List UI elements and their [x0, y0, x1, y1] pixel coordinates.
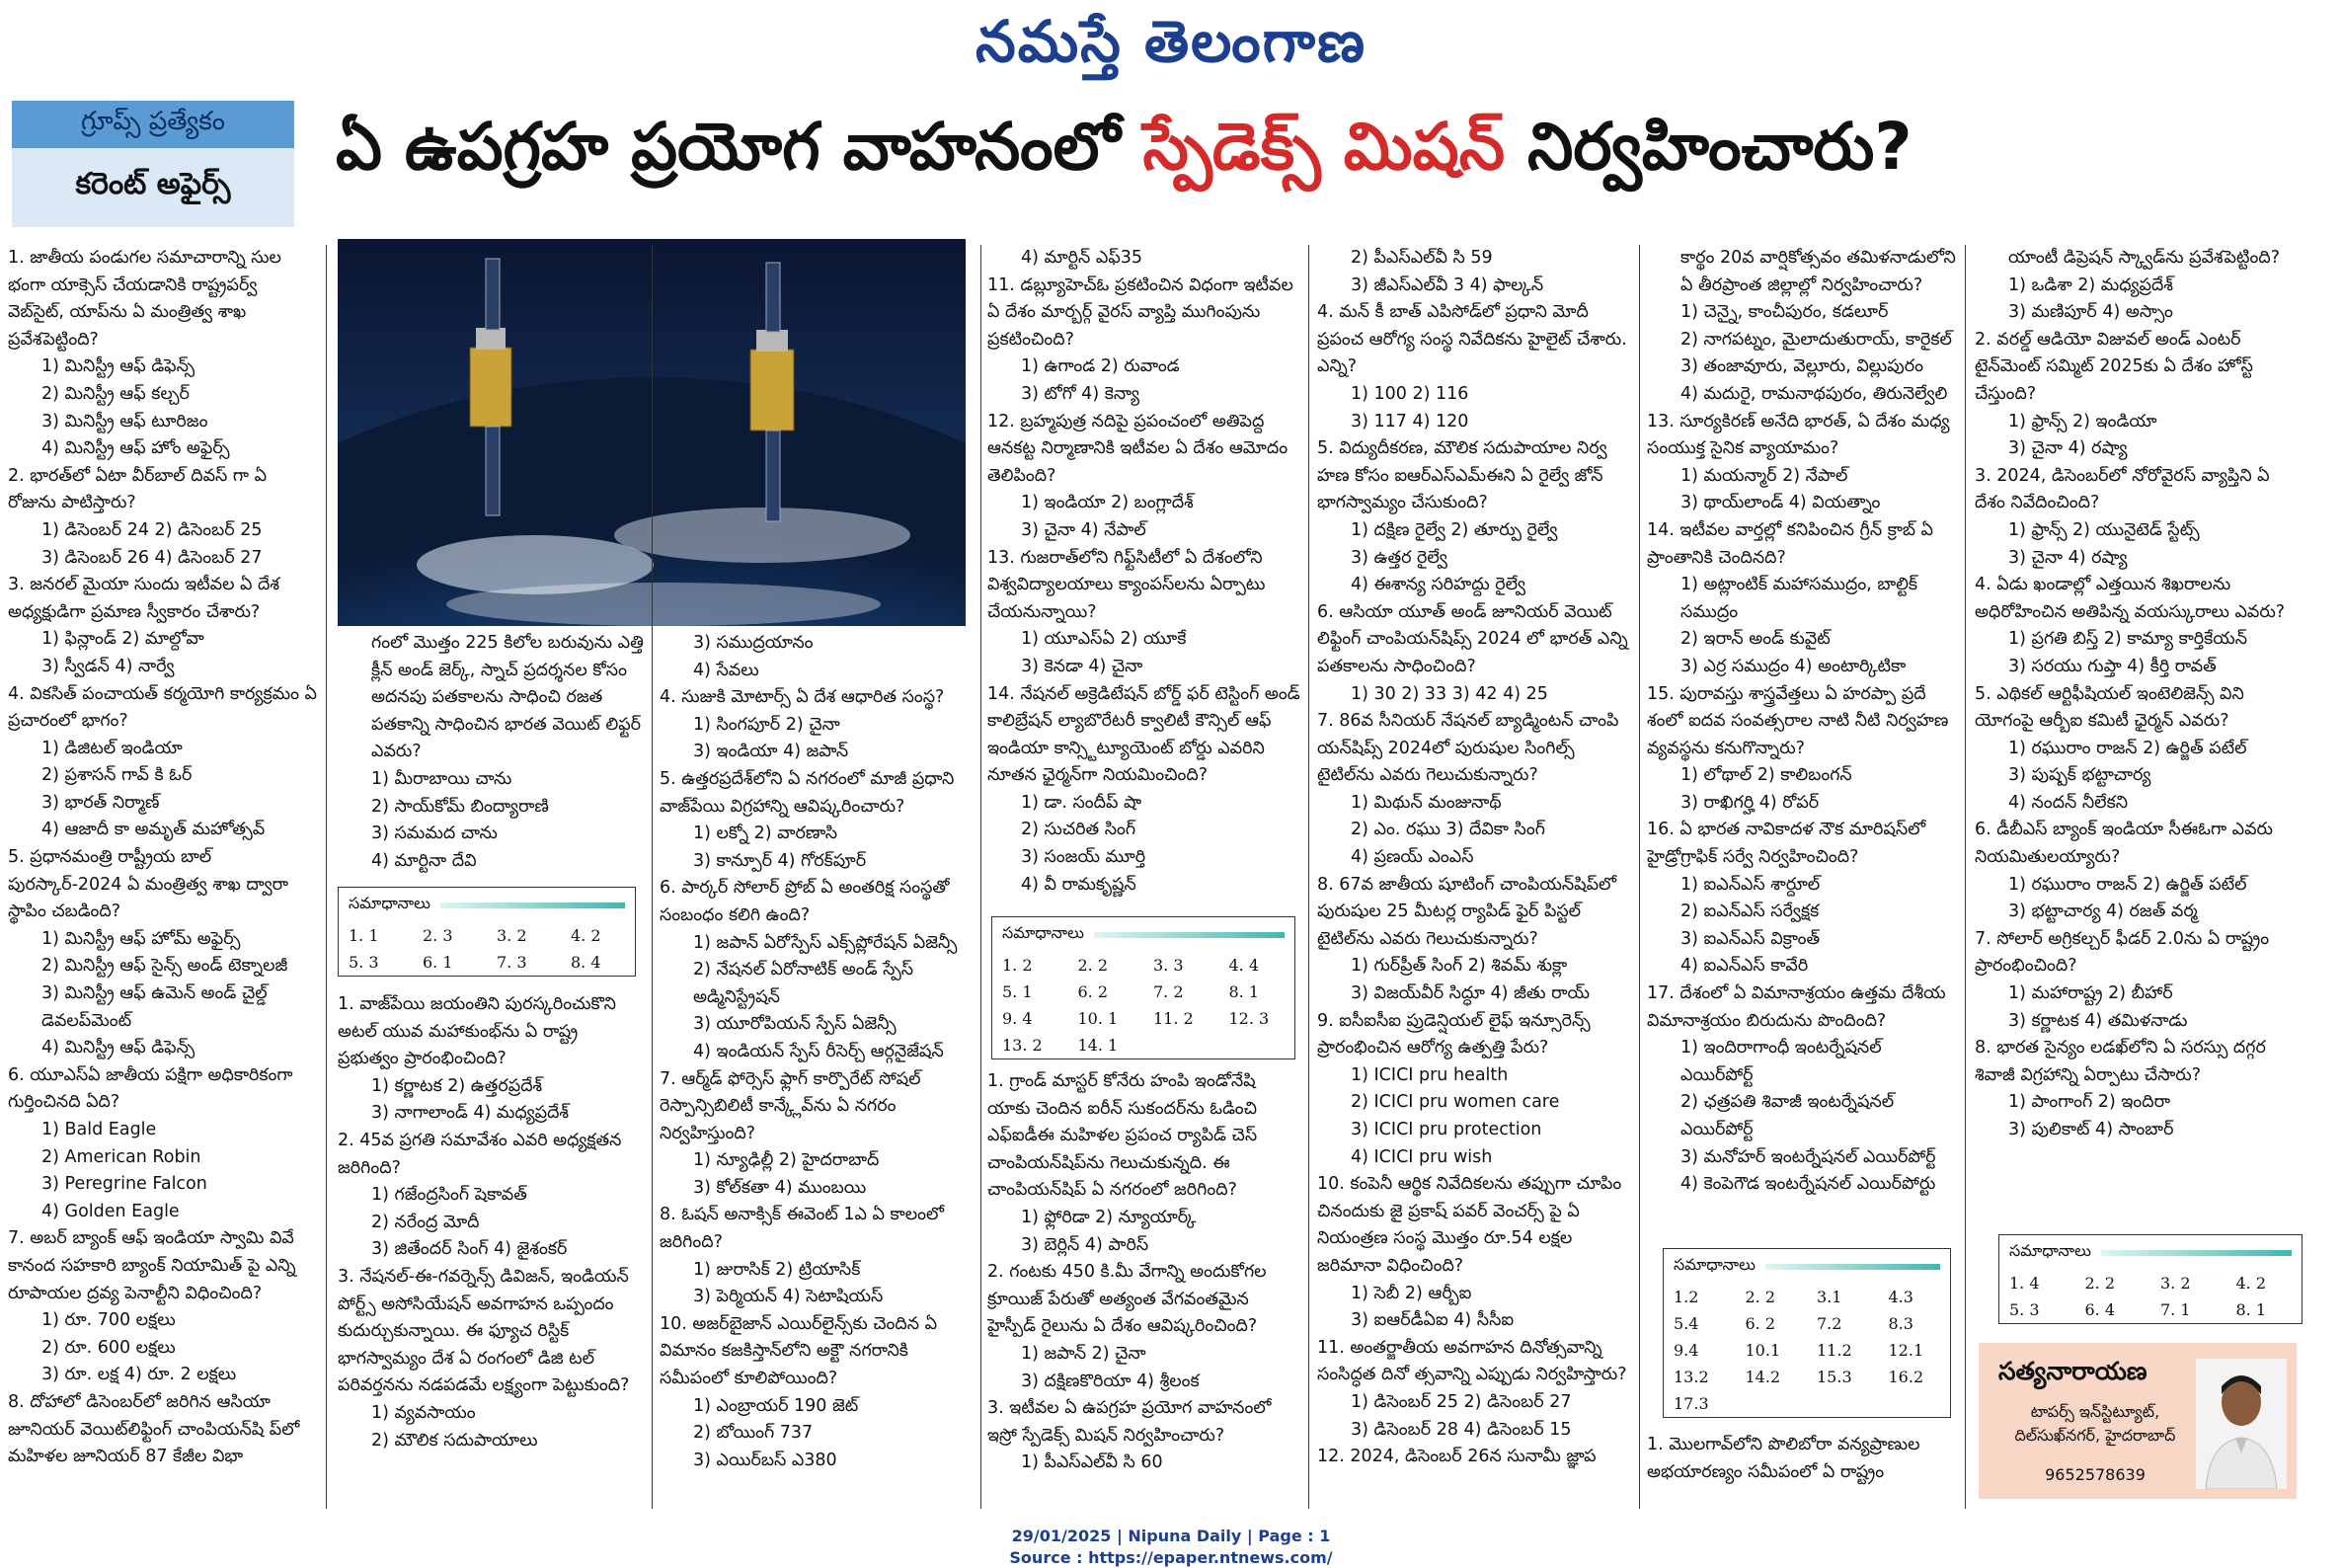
answer-key-item: 8. 4	[571, 953, 601, 972]
answer-key-item: 5. 1	[1002, 982, 1033, 1001]
option-text: 3) 117 4) 120	[1351, 411, 1469, 431]
option-text: 2) మినిస్ట్రీ ఆఫ్ సైన్స్ అండ్ టెక్నాలజీ	[41, 956, 288, 977]
question-text: 4. వికసిత్ పంచాయత్ కర్మయోగి కార్యక్రమం ఏ ప్రచారంలో భాగం?	[8, 683, 317, 732]
option-text: 1) జపాన్ ఏరోస్పేస్ ఎక్స్‌ప్లోరేషన్ ఏజెన్సీ	[693, 932, 958, 953]
question-text: 6. డీబీఎస్ బ్యాంక్ ఇండియా సీఈఓగా ఎవరు నియమితులయ్యారు?	[1975, 820, 2273, 868]
author-phone: 9652578639	[2045, 1465, 2146, 1484]
option-text: 2) ICICI pru women care	[1351, 1092, 1560, 1113]
answer-key-item: 1. 4	[2009, 1274, 2040, 1293]
question-text: 4. ఏడు ఖండాల్లో ఎత్తయిన శిఖరాలను అధిరోహించిన అతిపిన్న వయస్కురాలు ఎవరు?	[1975, 575, 2286, 622]
option-text: 3) కెనడా 4) చైనా	[1021, 656, 1143, 676]
option-text: 4) ప్రణయ్ ఎంఎస్	[1351, 847, 1474, 868]
question-text: 9. ఐసీఐసీఐ ప్రుడెన్షియల్ లైఫ్ ఇన్సూరెన్స్ ప్రారంభించిన ఆరోగ్య ఉత్పత్తి పేరు?	[1317, 1010, 1591, 1058]
question-text: 5. ప్రధానమంత్రి రాష్ట్రీయ బాల్ పురస్కార్-2024 ఏ మంత్రిత్వ శాఖ ద్వారా స్థాపిం చబడింది?	[8, 847, 289, 922]
option-text: 1) ఇందిరాగాంధీ ఇంటర్నేషనల్ ఎయిర్‌పోర్ట్	[1680, 1038, 1882, 1085]
option-text: 3) చైనా 4) నేపాల్	[1021, 519, 1146, 540]
answer-key-bar	[2101, 1250, 2292, 1256]
option-text: 4) కెంపెగౌడ ఇంటర్నేషనల్ ఎయిర్‌పోర్టు	[1680, 1174, 1936, 1195]
option-text: 1) ICICI pru health	[1351, 1064, 1509, 1085]
answer-key-item: 3. 2	[2160, 1274, 2191, 1293]
column-7	[1975, 245, 2289, 1222]
option-text: 1) కర్ణాటక 2) ఉత్తరప్రదేశ్	[371, 1075, 543, 1096]
option-text: 3) ఎర్ర సముద్రం 4) అంటార్కిటికా	[1680, 656, 1907, 676]
option-text: 1) యూఎస్ఏ 2) యూకే	[1021, 629, 1187, 650]
option-text: 1) డా. సందీప్ షా	[1021, 792, 1142, 813]
option-text: 4) నందన్ నీలేకని	[2008, 792, 2128, 813]
answer-key-item: 12.1	[1888, 1341, 1924, 1360]
question-text: 8. ఓషన్ అనాక్సిక్ ఈవెంట్ 1ఎ ఏ కాలంలో జరిగింది?	[660, 1205, 945, 1253]
option-text: 3) పుష్పక్ భట్టాచార్య	[2008, 765, 2151, 786]
option-text: 4) మినిస్ట్రీ ఆఫ్ హోం అఫైర్స్	[41, 438, 230, 459]
option-text: 1) లక్నో 2) వారణాసి	[693, 823, 838, 844]
option-text: 1) ఫ్రాన్స్ 2) యునైటెడ్ స్టేట్స్	[2008, 519, 2200, 540]
column-2-bottom	[338, 991, 644, 1505]
option-text: 1) సింగపూర్ 2) చైనా	[693, 714, 840, 735]
question-text: 8. 67వ జాతీయ షూటింగ్ చాంపియన్‌షిప్‌లో పురుషుల 25 మీటర్ల ర్యాపిడ్ ఫైర్ పిస్టల్ టైటిల్‌ను ఎవరు గెలుచుకున్నారు?	[1317, 874, 1617, 949]
option-text: 3) యూరోపియన్ స్పేస్ ఏజెన్సీ	[693, 1014, 897, 1035]
option-text: 3) కర్ణాటక 4) తమిళనాడు	[2008, 1010, 2188, 1031]
answer-key-item: 6. 2	[1745, 1314, 1776, 1333]
answer-key-3	[1663, 1248, 1951, 1418]
answer-key-item: 17.3	[1674, 1394, 1709, 1413]
option-text: 1) ఫిన్లాండ్ 2) మాల్దోవా	[41, 629, 204, 650]
question-text: 2. భారత్‌లో ఏటా వీర్‌బాల్ దివస్ గా ఏ రోజును పాటిస్తారు?	[8, 465, 268, 513]
option-text: 1) ఫ్రాన్స్ 2) ఇండియా	[2008, 411, 2157, 431]
question-text: 12. బ్రహ్మపుత్ర నదిపై ప్రపంచంలో అతిపెద్ద ఆనకట్ట నిర్మాణానికి ఇటీవల ఏ దేశం ఆమోదం తెలిపింది?	[987, 411, 1288, 486]
answer-key-header	[1664, 1249, 1950, 1284]
answer-key-item: 2. 3	[423, 926, 453, 945]
option-text: 3) భారత్ నిర్మాణ్	[41, 792, 160, 813]
column-divider	[326, 245, 327, 1509]
option-text: 1) మిథున్ మంజునాథ్	[1351, 792, 1502, 813]
option-text: 3) స్వీడన్ 4) నార్వే	[41, 656, 175, 676]
question-text: 1. మొలగావ్‌లోని పొలిబోరా వన్యప్రాణుల అభయారణ్యం సమీపంలో ఏ రాష్ట్రం	[1647, 1435, 1920, 1482]
headline-highlight: స్పేడెక్స్ మిషన్	[1142, 109, 1506, 185]
option-text: గంలో మొత్తం 225 కిలోల బరువును ఎత్తి క్లీన్ అండ్ జెర్క్, స్నాచ్ ప్రదర్శనల కోసం అదనపు పతకాలను సాధించి రజత పతకాన్ని సాధించిన భారత వెయిట్ లిఫ్టర్ ఎవరు?	[371, 633, 644, 762]
option-text: 4) ఇండియన్ స్పేస్ రీసెర్చ్ ఆర్గనైజేషన్	[693, 1041, 944, 1061]
option-text: 3) డిసెంబర్ 26 4) డిసెంబర్ 27	[41, 547, 263, 568]
option-text: 1) గుర్‌ప్రీత్ సింగ్ 2) శివమ్ శుక్లా	[1351, 956, 1568, 977]
question-text: 1. గ్రాండ్ మాస్టర్ కోనేరు హంపి ఇండోనేషి యాకు చెందిన ఐరీన్ సుకందర్‌ను ఓడించి ఎఫ్‌ఐడీఈ మహిళల ప్రపంచ ర్యాపిడ్ చెస్ చాంపియన్‌షిప్‌ను గెలుచుకున్నది. ఈ చాంపియన్‌షిప్ ఏ నగరంలో జరిగింది?	[987, 1071, 1258, 1201]
answer-key-item: 6. 1	[423, 953, 453, 972]
section-label-top: గ్రూప్స్ ప్రత్యేకం	[12, 101, 294, 148]
option-text: 3) కోల్‌కతా 4) ముంబయి	[693, 1177, 867, 1198]
answer-key-item: 4. 2	[571, 926, 601, 945]
author-institute: టాపర్స్ ఇన్‌స్టిట్యూట్, దిల్‌సుఖ్‌నగర్, హైదరాబాద్	[2014, 1402, 2176, 1445]
question-text: 11. డబ్ల్యూహెచ్‌ఓ ప్రకటించిన విధంగా ఇటీవల ఏ దేశం మార్బర్గ్ వైరస్ వ్యాప్తి ముగింపును ప్రకటించింది?	[987, 274, 1293, 350]
answer-key-bar	[1765, 1264, 1940, 1270]
option-text: 1) రఘురాం రాజన్ 2) ఉర్జిత్ పటేల్	[2008, 874, 2247, 895]
answer-key-item: 12. 3	[1228, 1009, 1270, 1028]
question-text: 15. పురావస్తు శాస్త్రవేత్తలు ఏ హరప్పా ప్రదే శంలో ఐదవ సంవత్సరాల నాటి నీటి నిర్వహణ వ్యవస్థను కనుగొన్నారు?	[1647, 683, 1949, 758]
question-text: 2. వరల్డ్ ఆడియో విజువల్ అండ్ ఎంటర్ టైన్‌మెంట్ సమ్మిట్ 2025కు ఏ దేశం హోస్ట్ చేస్తుంది?	[1975, 329, 2253, 404]
option-text: 3) సరయు గుప్తా 4) కీర్తి రావత్	[2008, 656, 2217, 676]
option-text: 3) మినిస్ట్రీ ఆఫ్ ఉమెన్ అండ్ చైల్డ్ డెవలప్‌మెంట్	[41, 983, 268, 1031]
answer-key-item: 9. 4	[1002, 1009, 1033, 1028]
column-6-top	[1647, 245, 1959, 1232]
option-text: 1) దక్షిణ రైల్వే 2) తూర్పు రైల్వే	[1351, 519, 1558, 540]
option-text: 2) ఐఎన్ఎస్ సర్వేక్షక	[1680, 902, 1820, 922]
option-text: 2) బోయింగ్ 737	[693, 1423, 814, 1444]
option-text: 3) జితేందర్ సింగ్ 4) జైశంకర్	[371, 1239, 568, 1260]
answer-key-item: 8. 1	[2235, 1300, 2267, 1319]
headline-part1: ఏ ఉపగ్రహ ప్రయోగ వాహనంలో	[336, 109, 1143, 185]
answer-key-item: 1. 1	[349, 926, 379, 945]
option-text: 3) దక్షిణకొరియా 4) శ్రీలంక	[1021, 1371, 1200, 1391]
option-text: 3) మనోహర్ ఇంటర్నేషనల్ ఎయిర్‌పోర్ట్	[1680, 1146, 1936, 1167]
answer-key-item: 5.4	[1674, 1314, 1699, 1333]
answer-key-table	[992, 952, 1294, 1058]
answer-key-item: 15.3	[1817, 1368, 1852, 1386]
answer-key-table	[339, 922, 635, 976]
answer-key-item: 1.2	[1674, 1288, 1699, 1306]
question-text: 11. అంతర్జాతీయ అవగాహన దినోత్సవాన్ని సంసిద్ధత దినో త్సవాన్ని ఎప్పుడు నిర్వహిస్తారు?	[1317, 1337, 1627, 1385]
option-text: 1) డిసెంబర్ 24 2) డిసెంబర్ 25	[41, 519, 263, 540]
question-text: 13. సూర్యకిరణ్ అనేది భారత్, ఏ దేశం మధ్య సంయుక్త సైనిక వ్యాయామం?	[1647, 411, 1950, 459]
answer-key-item: 5. 3	[2009, 1300, 2040, 1319]
answer-key-item: 2. 2	[2084, 1274, 2116, 1293]
option-text: 4) ఆజాదీ కా అమృత్ మహోత్సవ్	[41, 820, 266, 840]
option-text: 3) ICICI pru protection	[1351, 1120, 1542, 1139]
option-text: 2) ఎం. రఘు 3) దేవికా సింగ్	[1351, 820, 1545, 840]
masthead-logo: నమస్తే తెలంగాణ	[976, 8, 1366, 75]
option-text: 1) మినిస్ట్రీ ఆఫ్ డిఫెన్స్	[41, 356, 195, 377]
answer-key-item: 10. 1	[1077, 1009, 1119, 1028]
answer-key-item: 5. 3	[349, 953, 379, 972]
option-text: 3) విజయ్‌వీర్ సిద్ధూ 4) జీతు రాయ్	[1351, 983, 1590, 1004]
answer-key-item: 3. 2	[497, 926, 527, 945]
option-text: 1) న్యూఢిల్లీ 2) హైదరాబాద్	[693, 1150, 880, 1171]
answer-key-table	[1664, 1284, 1950, 1417]
option-text: 2) ఇరాన్ అండ్ కువైట్	[1680, 629, 1831, 650]
answer-key-item: 7.2	[1817, 1314, 1842, 1333]
option-text: కార్థం 20వ వార్షికోత్సవం తమిళనాడులోని ఏ తీరప్రాంత జిల్లాల్లో నిర్వహించారు?	[1680, 248, 1956, 295]
option-text: 1) సెబీ 2) ఆర్బీఐ	[1351, 1283, 1472, 1303]
question-text: 6. పార్కర్ సోలార్ ప్రోబ్ ఏ అంతరిక్ష సంస్థతో సంబంధం కలిగి ఉంది?	[660, 878, 950, 925]
option-text: 4) మినిస్ట్రీ ఆఫ్ డిఫెన్స్	[41, 1038, 195, 1058]
option-text: 3) సంజయ్ మూర్తి	[1021, 847, 1146, 868]
option-text: 3) సమమద చాను	[371, 823, 498, 844]
option-text: 3) ఐఆర్‌డీఏఐ 4) సీసీఐ	[1351, 1310, 1515, 1331]
option-text: 1) జపాన్ 2) చైనా	[1021, 1343, 1146, 1364]
option-text: 4) సేవలు	[693, 660, 759, 680]
answer-key-bar	[440, 902, 625, 908]
column-3	[660, 630, 974, 1505]
question-text: 7. 86వ సీనియర్ నేషనల్ బ్యాడ్మింటన్ చాంపి యన్‌షిప్స్ 2024లో పురుషుల సింగిల్స్ టైటిల్‌ను ఎవరు గెలుచుకున్నారు?	[1317, 711, 1619, 786]
option-text: 3) Peregrine Falcon	[41, 1174, 207, 1195]
footer-date-page: 29/01/2025 | Nipuna Daily | Page : 1	[1011, 1527, 1331, 1545]
option-text: 4) మార్టిన్ ఎఫ్35	[1021, 248, 1143, 268]
answer-key-4	[1998, 1234, 2303, 1324]
option-text: 2) మినిస్ట్రీ ఆఫ్ కల్చర్	[41, 383, 190, 404]
option-text: 4) మార్టినా దేవి	[371, 850, 477, 871]
option-text: 2) ఛత్రపతి శివాజీ ఇంటర్నేషనల్ ఎయిర్‌పోర్ట్	[1680, 1092, 1895, 1139]
option-text: 3) పులికాట్ 4) సాంబార్	[2008, 1120, 2174, 1139]
option-text: 1) మినిస్ట్రీ ఆఫ్ హోమ్ అఫైర్స్	[41, 928, 241, 949]
option-text: 1) 100 2) 116	[1351, 383, 1469, 404]
question-text: 5. ఎథికల్ ఆర్టిఫీషియల్ ఇంటెలిజెన్స్ విని యోగంపై ఆర్బీఐ కమిటీ ఛైర్మన్ ఎవరు?	[1975, 683, 2244, 732]
answer-key-label: సమాధానాలు	[349, 894, 430, 912]
option-text: 1) గజేంద్రసింగ్ షెకావత్	[371, 1185, 527, 1206]
option-text: 3) కాన్పూర్ 4) గోరక్‌పూర్	[693, 850, 867, 871]
option-text: 4) వీ రామకృష్ణన్	[1021, 874, 1136, 895]
option-text: 2) నేషనల్ ఏరోనాటిక్ అండ్ స్పేస్ అడ్మినిస్ట్రేషన్	[693, 960, 914, 1007]
question-text: 7. ఆర్మ్‌డ్ ఫోర్సెస్ ఫ్లాగ్ కార్పొరేట్ సోషల్ రెస్పాన్సిబిలిటీ కాన్క్లేవ్‌ను ఏ నగరం నిర్వహిస్తుంది?	[660, 1068, 921, 1143]
answer-key-item: 7. 1	[2160, 1300, 2191, 1319]
option-text: 3) చైనా 4) రష్యా	[2008, 547, 2128, 568]
answer-key-item: 2. 2	[1745, 1288, 1776, 1306]
answer-key-label: సమాధానాలు	[2009, 1241, 2091, 1260]
section-label-box	[12, 101, 294, 227]
question-text: 13. గుజరాత్‌లోని గిఫ్ట్‌సిటీలో ఏ దేశంలోని విశ్వవిద్యాలయాలు క్యాంపస్‌లను ఏర్పాటు చేయనున్నాయి?	[987, 547, 1266, 622]
answer-key-item: 10.1	[1745, 1341, 1781, 1360]
question-text: 16. ఏ భారత నావికాదళ నౌక మారిషస్‌లో హైడ్రోగ్రాఫిక్ సర్వే నిర్వహించింది?	[1647, 820, 1926, 868]
question-text: 5. ఉత్తరప్రదేశ్‌లోని ఏ నగరంలో మాజీ ప్రధాని వాజ్‌పేయి విగ్రహాన్ని ఆవిష్కరించారు?	[660, 768, 955, 817]
option-text: 1) ఇండియా 2) బంగ్లాదేశ్	[1021, 493, 1194, 513]
answer-key-item: 3. 3	[1153, 956, 1184, 975]
answer-key-bar	[1094, 932, 1285, 938]
answer-key-item: 8.3	[1888, 1314, 1913, 1333]
answer-key-item: 2. 2	[1077, 956, 1109, 975]
option-text: 3) మినిస్ట్రీ ఆఫ్ టూరిజం	[41, 411, 208, 431]
option-text: 3) డిసెంబర్ 28 4) డిసెంబర్ 15	[1351, 1419, 1572, 1440]
option-text: 4) ఐఎన్ఎస్ కావేరి	[1680, 956, 1809, 977]
question-text: 2. 45వ ప్రగతి సమావేశం ఎవరి అధ్యక్షతన జరిగింది?	[338, 1130, 622, 1178]
option-text: 3) భట్టాచార్య 4) రజత్ వర్మ	[2008, 902, 2198, 922]
question-text: 1. జాతీయ పండుగల సమాచారాన్ని సుల భంగా యాక్సెస్ చేయడానికి రాష్ట్రపర్వ్ వెబ్‌సైట్, యాప్‌ను ఏ మంత్రిత్వ శాఖ ప్రవేశపెట్టింది?	[8, 248, 281, 350]
answer-key-item: 11. 2	[1153, 1009, 1194, 1028]
option-text: 4) ఈశాన్య సరిహద్దు రైల్వే	[1351, 575, 1525, 595]
answer-key-2	[991, 916, 1295, 1059]
answer-key-label: సమాధానాలు	[1674, 1255, 1756, 1274]
question-text: 8. దోహాలో డిసెంబర్‌లో జరిగిన ఆసియా జూనియర్ వెయిట్‌లిఫ్టింగ్ చాంపియన్‌షి ప్‌లో మహిళల జూనియర్ 87 కేజీల విభా	[8, 1391, 300, 1467]
option-text: 1) ప్రగతి బిస్త్ 2) కామ్యా కార్తికేయన్	[2008, 629, 2248, 650]
answer-key-item: 16.2	[1888, 1368, 1924, 1386]
option-text: 2) సాయ్‌కోమ్ బింద్యారాణి	[371, 796, 549, 817]
question-text: 8. భారత సైన్యం లడఖ్‌లోని ఏ సరస్సు దగ్గర శివాజీ విగ్రహాన్ని ఏర్పాటు చేసారు?	[1975, 1038, 2266, 1085]
answer-key-item: 4. 2	[2235, 1274, 2267, 1293]
answer-key-item: 11.2	[1817, 1341, 1852, 1360]
answer-key-item: 7. 3	[497, 953, 527, 972]
option-text: 4) మదురై, రామనాథపురం, తిరునెల్వేలి	[1680, 383, 1948, 404]
option-text: 3) పెర్మియన్ 4) సెటాషియస్	[693, 1287, 884, 1307]
option-text: 3) రూ. లక్ష 4) రూ. 2 లక్షలు	[41, 1365, 237, 1385]
column-4-top	[987, 245, 1301, 908]
option-text: 1) లోథాల్ 2) కాలిబంగన్	[1680, 765, 1852, 786]
option-text: 1) ఫ్లోరిడా 2) న్యూయార్క్	[1021, 1207, 1197, 1227]
answer-key-header	[992, 917, 1294, 952]
option-text: 1) డిసెంబర్ 25 2) డిసెంబర్ 27	[1351, 1391, 1572, 1412]
question-text: 4. మన్ కీ బాత్ ఎపిసోడ్‌లో ప్రధాని మోదీ ప్రపంచ ఆరోగ్య సంస్థ నివేదికను హైలైట్ చేశారు. ఎన్ని?	[1317, 302, 1627, 377]
question-text: 10. అజర్‌బైజాన్ ఎయిర్‌లైన్స్‌కు చెందిన ఏ విమానం కజకిస్తాన్‌లోని అక్టౌ నగరానికి సమీపంలో కూలిపోయింది?	[660, 1313, 938, 1389]
option-text: 2) మౌలిక సదుపాయాలు	[371, 1430, 538, 1450]
headline-part2: నిర్వహించారు?	[1505, 109, 1913, 185]
option-text: 2) నరేంద్ర మోదీ	[371, 1212, 480, 1232]
question-text: 7. అబర్ బ్యాంక్ ఆఫ్ ఇండియా స్వామి వివే కానంద సహకారి బ్యాంక్ నియామిత్ పై ఎన్ని రూపాయల ద్రవ్య పెనాల్టీని విధించింది?	[8, 1228, 296, 1303]
option-text: 3) ఇండియా 4) జపాన్	[693, 742, 849, 762]
answer-key-item: 7. 2	[1153, 982, 1184, 1001]
answer-key-item: 3.1	[1817, 1288, 1842, 1306]
column-divider	[980, 245, 981, 1509]
question-text: 14. ఇటీవల వార్తల్లో కనిపించిన గ్రీన్ క్రాబ్ ఏ ప్రాంతానికి చెందినది?	[1647, 519, 1934, 568]
option-text: 3) ఐఎన్ఎస్ విక్రాంత్	[1680, 928, 1821, 949]
option-text: 2) American Robin	[41, 1146, 201, 1167]
answer-key-item: 14. 1	[1077, 1036, 1119, 1055]
question-text: 3. ఇటీవల ఏ ఉపగ్రహ ప్రయోగ వాహనంలో ఇస్రో స్పేడెక్స్ మిషన్ నిర్వహించారు?	[987, 1398, 1272, 1446]
option-text: 3) జీఎస్ఎల్‌వీ 3 4) ఫాల్కన్	[1351, 274, 1544, 295]
column-divider	[1639, 245, 1640, 1509]
column-4-bottom	[987, 1068, 1301, 1507]
option-text: 3) థాయ్‌లాండ్ 4) వియత్నాం	[1680, 493, 1881, 513]
question-text: 3. 2024, డిసెంబర్‌లో నోరోవైరస్ వ్యాప్తిని ఏ దేశం నివేదించింది?	[1975, 465, 2270, 513]
option-text: 1) రూ. 700 లక్షలు	[41, 1310, 176, 1331]
option-text: 3) ఉత్తర రైల్వే	[1351, 547, 1447, 568]
author-card	[1979, 1343, 2297, 1499]
option-text: 3) సముద్రయానం	[693, 633, 814, 653]
option-text: 1) చెన్నై, కాంచీపురం, కడలూర్	[1680, 302, 1889, 323]
option-text: 1) 30 2) 33 3) 42 4) 25	[1351, 683, 1548, 704]
answer-key-item: 6. 2	[1077, 982, 1109, 1001]
option-text: 2) రూ. 600 లక్షలు	[41, 1337, 176, 1358]
option-text: 1) Bald Eagle	[41, 1120, 157, 1139]
question-text: 3. నేషనల్-ఈ-గవర్నెన్స్ డివిజన్, ఇండియన్ పోర్ట్స్ అసోసియేషన్ అవగాహన ఒప్పందం కుదుర్చుకున్నాయి. ఈ ఫ్యూచ రిస్టిక్ భాగస్వామ్యం దేశ ఏ రంగంలో డిజి టల్ పరివర్తనను నడపడమే లక్ష్యంగా పెట్టుకుంది?	[338, 1266, 630, 1396]
option-text: 1) జురాసిక్ 2) ట్రియాసిక్	[693, 1259, 861, 1280]
answer-key-item: 1. 2	[1002, 956, 1033, 975]
column-5	[1317, 245, 1631, 1519]
answer-key-item: 14.2	[1745, 1368, 1781, 1386]
answer-key-item: 9.4	[1674, 1341, 1699, 1360]
question-text: 4. సుజుకి మోటార్స్ ఏ దేశ ఆధారిత సంస్థ?	[660, 687, 945, 708]
answer-key-1	[338, 887, 636, 977]
answer-key-label: సమాధానాలు	[1002, 923, 1084, 942]
answer-key-item: 6. 4	[2084, 1300, 2116, 1319]
author-name: సత్యనారాయణ	[1998, 1357, 2147, 1385]
column-2-top	[338, 630, 644, 877]
option-text: 1) ఐఎన్ఎస్ శార్దూల్	[1680, 874, 1821, 895]
option-text: 3) నాగాలాండ్ 4) మధ్యప్రదేశ్	[371, 1103, 570, 1124]
page-headline	[336, 109, 2330, 200]
option-text: 1) మయన్మార్ 2) నేపాల్	[1680, 465, 1848, 486]
column-divider	[652, 245, 653, 1509]
answer-key-header	[339, 888, 635, 922]
option-text: 3) బెర్లిన్ 4) పారిస్	[1021, 1234, 1149, 1255]
question-text: 3. జనరల్ మైయా సుందు ఇటీవల ఏ దేశ అధ్యక్షుడిగా ప్రమాణ స్వీకారం చేశారు?	[8, 575, 280, 622]
question-text: 7. సోలార్ అగ్రికల్చర్ ఫీడర్ 2.0ను ఏ రాష్ట్రం ప్రారంభించింది?	[1975, 928, 2270, 977]
option-text: 1) ఉగాండ 2) రువాండ	[1021, 356, 1180, 377]
option-text: 2) ప్రశాసన్ గావ్ కి ఓర్	[41, 765, 193, 786]
answer-key-item: 4. 4	[1228, 956, 1260, 975]
option-text: 2) సుచరిత సింగ్	[1021, 820, 1136, 840]
column-divider	[1308, 245, 1309, 1509]
option-text: 4) Golden Eagle	[41, 1201, 180, 1221]
option-text: 3) చైనా 4) రష్యా	[2008, 438, 2128, 459]
question-text: 2. గంటకు 450 కి.మీ వేగాన్ని అందుకోగల క్రూయిజ్ పేరుతో అత్యంత వేగవంతమైన హైస్పీడ్ రైలును ఏ దేశం ఆవిష్కరించింది?	[987, 1262, 1267, 1337]
column-divider	[1965, 245, 1966, 1509]
question-text: 10. కంపెనీ ఆర్థిక నివేదికలను తప్పుగా చూపిం చినందుకు జై ప్రకాష్ పవర్ వెంచర్స్ పై ఏ నియంత్రణ సంస్థ మొత్తం రూ.54 లక్షల జరిమానా విధించింది?	[1317, 1174, 1622, 1276]
option-text: 4) ICICI pru wish	[1351, 1146, 1493, 1167]
option-text: యాంటీ డిప్రెషన్ స్క్వాడ్‌ను ప్రవేశపెట్టింది?	[2008, 248, 2281, 268]
question-text: 14. నేషనల్ అక్రెడిటేషన్ బోర్డ్ ఫర్ టెస్టింగ్ అండ్ కాలిబ్రేషన్ ల్యాబొరేటరీ క్వాలిటీ కౌన్సిల్ ఆఫ్ ఇండియా కాన్స్టిట్యూయెంట్ బోర్డు ఎవరిని నూతన ఛైర్మన్‌గా నియమించింది?	[987, 683, 1300, 786]
footer-source: Source : https://epaper.ntnews.com/	[1009, 1548, 1333, 1567]
option-text: 1) మీరాబాయి చాను	[371, 768, 512, 789]
author-photo	[2196, 1359, 2287, 1489]
option-text: 1) పీఎస్ఎల్‌వీ సి 60	[1021, 1452, 1163, 1473]
question-text: 1. వాజ్‌పేయి జయంతిని పురస్కరించుకొని అటల్ యువ మహాకుంభ్‌ను ఏ రాష్ట్ర ప్రభుత్వం ప్రారంభించింది?	[338, 994, 616, 1069]
answer-key-table	[1999, 1270, 2302, 1323]
option-text: 1) రఘురాం రాజన్ 2) ఉర్జిత్ పటేల్	[2008, 738, 2247, 758]
option-text: 3) ఎయిర్‌బస్ ఎ380	[693, 1450, 837, 1470]
option-text: 2) పీఎస్ఎల్‌వీ సి 59	[1351, 248, 1493, 268]
question-text: 6. ఆసియా యూత్ అండ్ జూనియర్ వెయిట్ లిఫ్టింగ్ చాంపియన్‌షిప్స్ 2024 లో భారత్ ఎన్ని పతకాలను సాధించింది?	[1317, 601, 1628, 676]
answer-key-item: 4.3	[1888, 1288, 1913, 1306]
question-text: 5. విద్యుదీకరణ, మౌలిక సదుపాయాల నిర్వ హణ కోసం ఐఆర్ఎస్ఎమ్ఈని ఏ రైల్వే జోన్ భాగస్వామ్యం చేసుకుంది?	[1317, 438, 1607, 513]
answer-key-item: 13. 2	[1002, 1036, 1043, 1055]
option-text: 3) రాఖిగర్హి 4) రోపర్	[1680, 792, 1820, 813]
option-text: 3) టోగో 4) కెన్యా	[1021, 383, 1140, 404]
option-text: 3) తంజావూరు, వెల్లూరు, విల్లుపురం	[1680, 356, 1923, 377]
section-label-bottom: కరెంట్ అఫైర్స్	[12, 148, 294, 227]
question-text: 6. యూఎస్ఏ జాతీయ పక్షిగా అధికారికంగా గుర్తించినది ఏది?	[8, 1064, 293, 1113]
option-text: 1) ఎంబ్రాయర్ 190 జెట్	[693, 1395, 859, 1416]
option-text: 1) పాంగాంగ్ 2) ఇందిరా	[2008, 1092, 2171, 1113]
answer-key-item: 13.2	[1674, 1368, 1709, 1386]
option-text: 1) అట్లాంటిక్ మహాసముద్రం, బాల్టిక్ సముద్రం	[1680, 575, 1918, 622]
question-text: 12. 2024, డిసెంబర్ 26న సునామీ జ్ఞాప	[1317, 1447, 1597, 1467]
option-text: 1) ఒడిశా 2) మధ్యప్రదేశ్	[2008, 274, 2173, 295]
question-text: 17. దేశంలో ఏ విమానాశ్రయం ఉత్తమ దేశీయ విమానాశ్రయం బిరుదును పొందింది?	[1647, 983, 1946, 1031]
option-text: 1) మహారాష్ట్ర 2) బీహార్	[2008, 983, 2173, 1004]
option-text: 1) డిజిటల్ ఇండియా	[41, 738, 183, 758]
answer-key-item: 8. 1	[1228, 982, 1260, 1001]
answer-key-header	[1999, 1235, 2302, 1270]
option-text: 2) నాగపట్నం, మైలాదుతురాయ్, కారైకల్	[1680, 329, 1952, 350]
option-text: 1) వ్యవసాయం	[371, 1402, 476, 1423]
column-1	[8, 245, 318, 1519]
option-text: 3) మణిపూర్ 4) అస్సాం	[2008, 302, 2173, 323]
column-6-bottom	[1647, 1432, 1959, 1511]
